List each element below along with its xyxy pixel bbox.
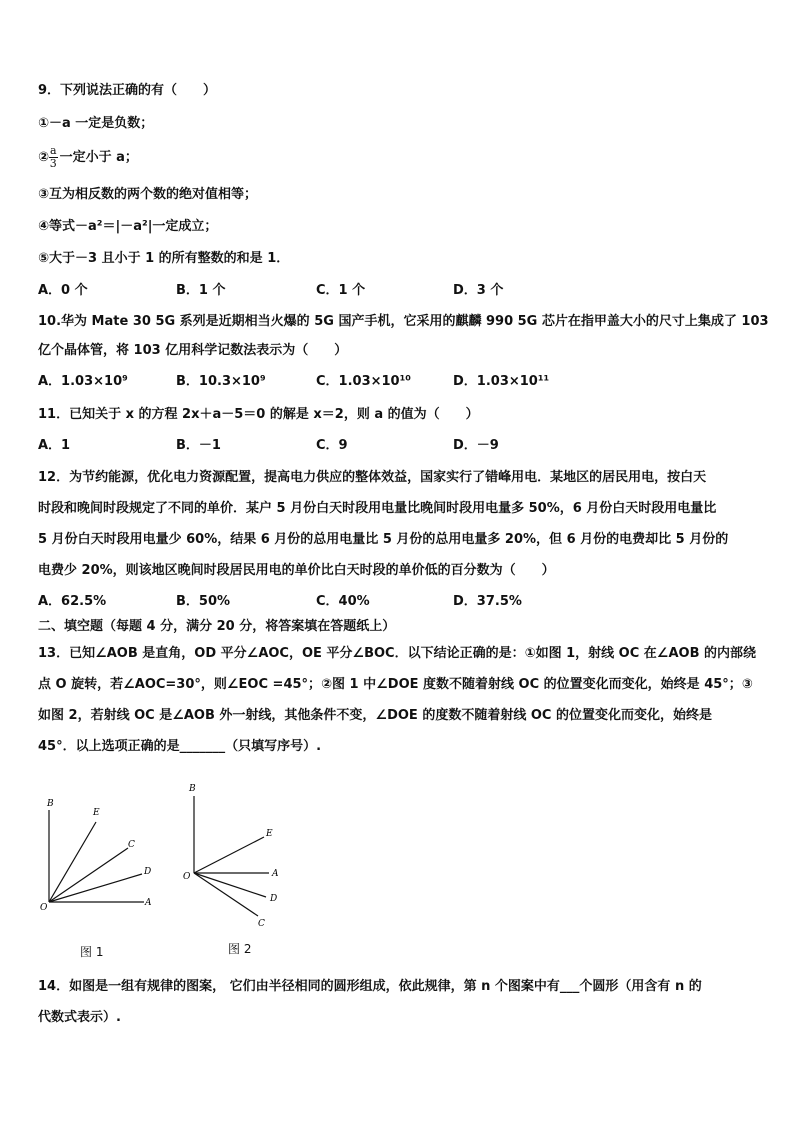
q12-option-d: D．37.5% bbox=[453, 594, 522, 609]
label-e: E bbox=[93, 808, 100, 818]
q9-statement-5: ⑤大于－3 且小于 1 的所有整数的和是 1． bbox=[38, 251, 290, 266]
label-e: E bbox=[266, 829, 273, 839]
label-c: C bbox=[128, 840, 135, 850]
q14-line-2: 代数式表示）. bbox=[38, 1010, 121, 1025]
figure-1-diagram bbox=[36, 792, 166, 917]
label-b: B bbox=[189, 784, 196, 794]
q11-option-d: D．－9 bbox=[453, 438, 499, 453]
q9-stem: 9．下列说法正确的有（ ） bbox=[38, 83, 217, 98]
q10-option-a: A．1.03×10⁹ bbox=[38, 374, 128, 389]
q13-line-4: 45°．以上选项正确的是_______（只填写序号）. bbox=[38, 739, 322, 754]
q9-option-d: D．3 个 bbox=[453, 283, 504, 298]
q11-option-a: A．1 bbox=[38, 438, 71, 453]
label-o: O bbox=[183, 872, 191, 882]
label-d: D bbox=[270, 894, 278, 904]
fraction-a-over-3 bbox=[49, 145, 58, 170]
ray-oc bbox=[194, 873, 258, 916]
q9-statement-2-prefix: ② bbox=[38, 150, 50, 165]
q13-line-2: 点 O 旋转，若∠AOC=30°，则∠EOC =45°；②图 1 中∠DOE 度数不随着射线 OC 的位置变化而变化，始终是 45°；③ bbox=[38, 677, 753, 692]
q10-option-b: B．10.3×10⁹ bbox=[176, 374, 266, 389]
q12-line-4: 电费少 20%，则该地区晚间时段居民用电的单价比白天时段的单价低的百分数为（ ） bbox=[38, 563, 555, 578]
figure-2-diagram bbox=[178, 780, 288, 930]
q12-option-c: C．40% bbox=[316, 594, 370, 609]
section-2-heading: 二、填空题（每题 4 分，满分 20 分，将答案填在答题纸上） bbox=[38, 619, 396, 634]
ray-od bbox=[194, 873, 266, 897]
ray-oc bbox=[49, 848, 128, 902]
q9-option-a: A．0 个 bbox=[38, 283, 88, 298]
q9-option-b: B．1 个 bbox=[176, 283, 226, 298]
q10-line-2: 亿个晶体管，将 103 亿用科学记数法表示为（ ） bbox=[38, 343, 348, 358]
figure-1-caption: 图 1 bbox=[80, 945, 104, 959]
fraction-denominator: 3 bbox=[49, 157, 57, 170]
q11-option-c: C．9 bbox=[316, 438, 348, 453]
label-b: B bbox=[47, 799, 54, 809]
q13-line-3: 如图 2，若射线 OC 是∠AOB 外一射线，其他条件不变，∠DOE 的度数不随着射线 OC 的位置变化而变化，始终是 bbox=[38, 708, 712, 723]
q12-line-1: 12．为节约能源，优化电力资源配置，提高电力供应的整体效益，国家实行了错峰用电．某地区的居民用电，按白天 bbox=[38, 470, 707, 485]
label-a: A bbox=[272, 869, 279, 879]
q9-statement-4: ④等式－a²＝|－a²|一定成立； bbox=[38, 219, 218, 234]
q9-statement-1: ①－a 一定是负数； bbox=[38, 116, 154, 131]
fraction-numerator: a bbox=[50, 144, 57, 157]
q10-line-1: 10.华为 Mate 30 5G 系列是近期相当火爆的 5G 国产手机，它采用的麒麟 990 5G 芯片在指甲盖大小的尺寸上集成了 103 bbox=[38, 314, 769, 329]
q12-line-2: 时段和晚间时段规定了不同的单价．某户 5 月份白天时段用电量比晚间时段用电量多 50%，6 月份白天时段用电量比 bbox=[38, 501, 717, 516]
q11-option-b: B．－1 bbox=[176, 438, 221, 453]
q10-option-c: C．1.03×10¹⁰ bbox=[316, 374, 411, 389]
q9-statement-2 bbox=[38, 145, 138, 170]
label-o: O bbox=[40, 903, 48, 913]
figure-2-caption: 图 2 bbox=[228, 942, 252, 956]
q12-line-3: 5 月份白天时段用电量少 60%，结果 6 月份的总用电量比 5 月份的总用电量多 20%，但 6 月份的电费却比 5 月份的 bbox=[38, 532, 729, 547]
label-a: A bbox=[145, 898, 152, 908]
q11-stem: 11．已知关于 x 的方程 2x＋a－5＝0 的解是 x＝2，则 a 的值为（ ） bbox=[38, 407, 479, 422]
q9-statement-3: ③互为相反数的两个数的绝对值相等； bbox=[38, 187, 258, 202]
q9-statement-2-text: 一定小于 a； bbox=[59, 150, 138, 165]
q12-option-a: A．62.5% bbox=[38, 594, 107, 609]
q14-line-1: 14．如图是一组有规律的图案， 它们由半径相同的圆形组成，依此规律，第 n 个图案中有___个圆形（用含有 n 的 bbox=[38, 979, 702, 994]
ray-oe bbox=[194, 837, 264, 873]
q9-option-c: C．1 个 bbox=[316, 283, 366, 298]
label-d: D bbox=[144, 867, 152, 877]
q12-option-b: B．50% bbox=[176, 594, 231, 609]
q13-line-1: 13．已知∠AOB 是直角，OD 平分∠AOC，OE 平分∠BOC．以下结论正确的是：①如图 1，射线 OC 在∠AOB 的内部绕 bbox=[38, 646, 757, 661]
q10-option-d: D．1.03×10¹¹ bbox=[453, 374, 550, 389]
label-c: C bbox=[258, 919, 265, 929]
